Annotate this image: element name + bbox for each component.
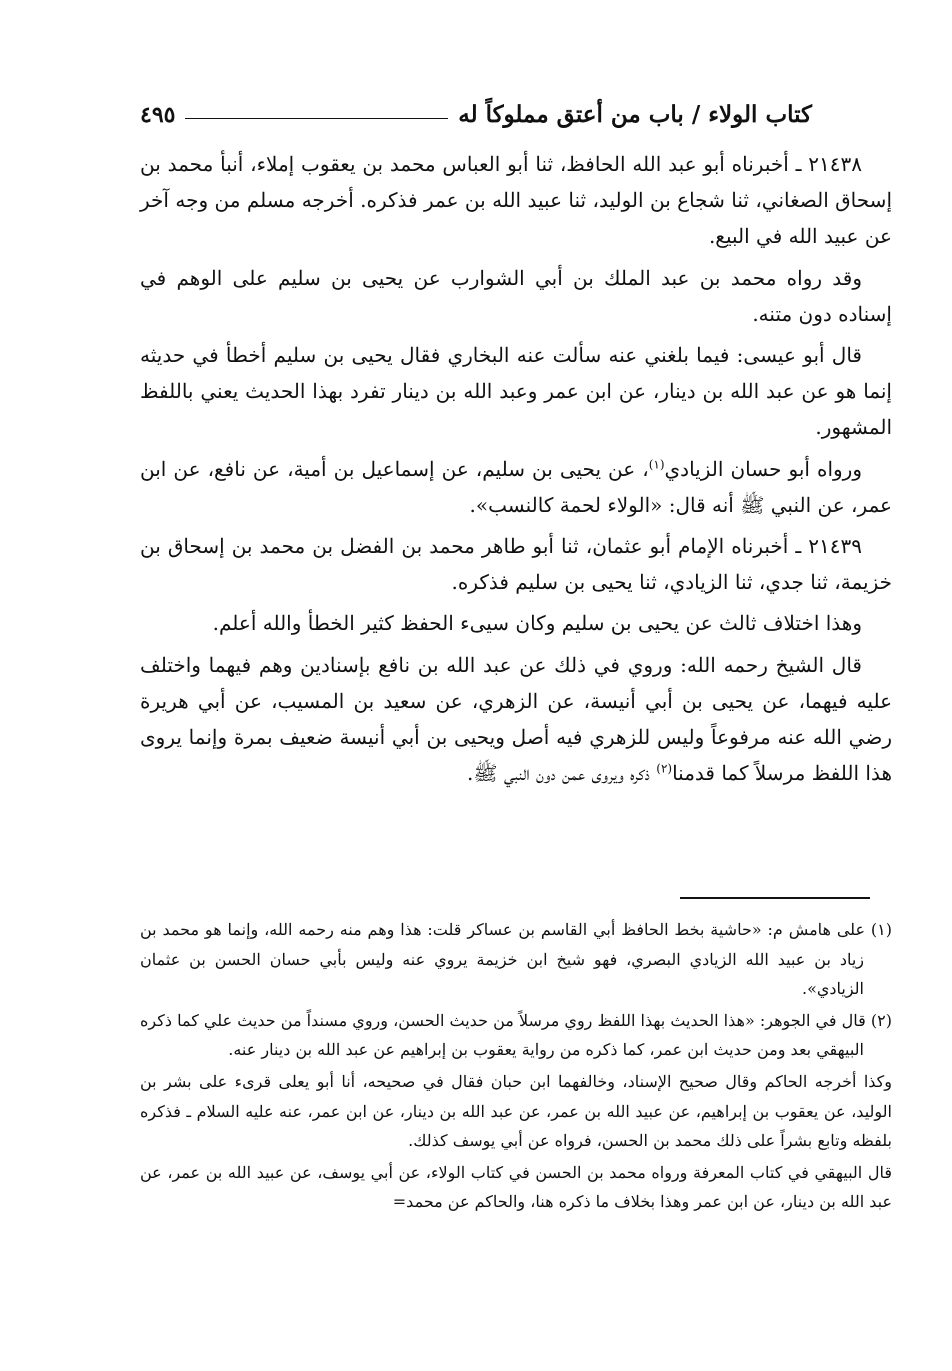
paragraph-with-note-1 — [140, 451, 892, 523]
footnote-1: (١) على هامش م: «حاشية بخط الحافظ أبي القاسم بن عساكر قلت: هذا وهم منه رحمه الله، وإنما هو محمد بن زياد بن عبيد الله الزيادي البصري، فهو شيخ ابن خزيمة يروي عنه وليس بأبي حسان الحسن بن عثمان الزيادي». — [140, 920, 892, 999]
text-segment: ذكره ويروى عمن دون النبي ﷺ. — [466, 761, 657, 786]
footnote-continuation: وكذا أخرجه الحاكم وقال صحيح الإسناد، وخالفهما ابن حبان فقال في صحيحه، أنا أبو يعلى قرىء على بشر بن الوليد، عن يعقوب بن إبراهيم، عن عبيد الله بن عمر، عن عبد الله بن دينار، عن ابن عمر، عنه عليه السلام ـ فذكره بلفظه وتابع بشراً على ذلك محمد بن الحسن، فرواه عن أبي يوسف كذلك. — [140, 1071, 893, 1151]
footnotes — [140, 915, 892, 1219]
header-title: كتاب الولاء / باب من أعتق مملوكاً له — [458, 101, 812, 128]
paragraph: وهذا اختلاف ثالث عن يحيى بن سليم وكان سيىء الحفظ كثير الخطأ والله أعلم. — [212, 611, 862, 636]
text-segment: قال الشيخ رحمه الله: وروي في ذلك عن عبد الله بن نافع بإسنادين وهم فيهما واختلف عليه فيهما، عن يحيى بن أبي أنيسة، عن الزهري، عن سعيد بن المسيب، عن أبي هريرة رضي الله عنه مرفوعاً وليس للزهري فيه أصل ويحيى بن أبي أنيسة ضعيف بمرة وإنما يروى هذا اللفظ مرسلاً كما قدمنا — [140, 652, 892, 786]
footnote-2: (٢) قال في الجوهر: «هذا الحديث بهذا اللفظ روي مرسلاً من حديث الحسن، وروي مسنداً من حديث علي كما ذكره البيهقي بعد ومن حديث ابن عمر، كما ذكره من رواية يعقوب بن إبراهيم عن عبد الله بن دينار عنه. — [140, 1010, 892, 1060]
paragraph: وقد رواه محمد بن عبد الملك بن أبي الشوارب عن يحيى بن سليم على الوهم في إسناده دون متنه. — [140, 265, 892, 326]
header-rule — [185, 118, 448, 119]
paragraph: قال أبو عيسى: فيما بلغني عنه سألت عنه البخاري فقال يحيى بن سليم أخطأ في حديثه إنما هو عن عبد الله بن دينار، عن ابن عمر وعبد الله بن دينار تفرد بهذا الحديث يعني باللفظ المشهور. — [140, 343, 892, 440]
footnote-continuation: قال البيهقي في كتاب المعرفة ورواه محمد بن الحسن في كتاب الولاء، عن أبي يوسف، عن عبيد الله بن عمر، عن عبد الله بن دينار، عن ابن عمر وهذا بخلاف ما ذكره هنا، والحاكم عن محمد= — [140, 1162, 892, 1212]
paragraph-with-note-2 — [140, 647, 892, 792]
paragraph-hadith-21439: ٢١٤٣٩ ـ أخبرناه الإمام أبو عثمان، ثنا أبو طاهر محمد بن الفضل بن محمد بن إسحاق بن خزيمة، ثنا جدي، ثنا الزيادي، ثنا يحيى بن سليم فذكره. — [140, 534, 892, 595]
text-segment: ، عن يحيى بن سليم، عن إسماعيل بن أمية، عن نافع، عن ابن عمر، عن النبي ﷺ أنه قال: «الولاء لحمة كالنسب». — [140, 456, 892, 517]
paragraph-hadith-21438: ٢١٤٣٨ ـ أخبرناه أبو عبد الله الحافظ، ثنا أبو العباس محمد بن يعقوب إملاء، أنبأ محمد بن إسحاق الصغاني، ثنا شجاع بن الوليد، ثنا عبيد الله بن عمر فذكره. أخرجه مسلم من وجه آخر عن عبيد الله في البيع. — [140, 152, 892, 249]
main-text — [140, 146, 892, 796]
footnote-ref-1: (١) — [648, 456, 665, 471]
footnote-ref-2: (٢) — [656, 761, 673, 776]
text-segment: ورواه أبو حسان الزيادي — [664, 456, 862, 481]
footnote-separator — [680, 897, 870, 899]
page-number: ٤٩٥ — [140, 102, 176, 128]
running-header — [140, 88, 812, 128]
